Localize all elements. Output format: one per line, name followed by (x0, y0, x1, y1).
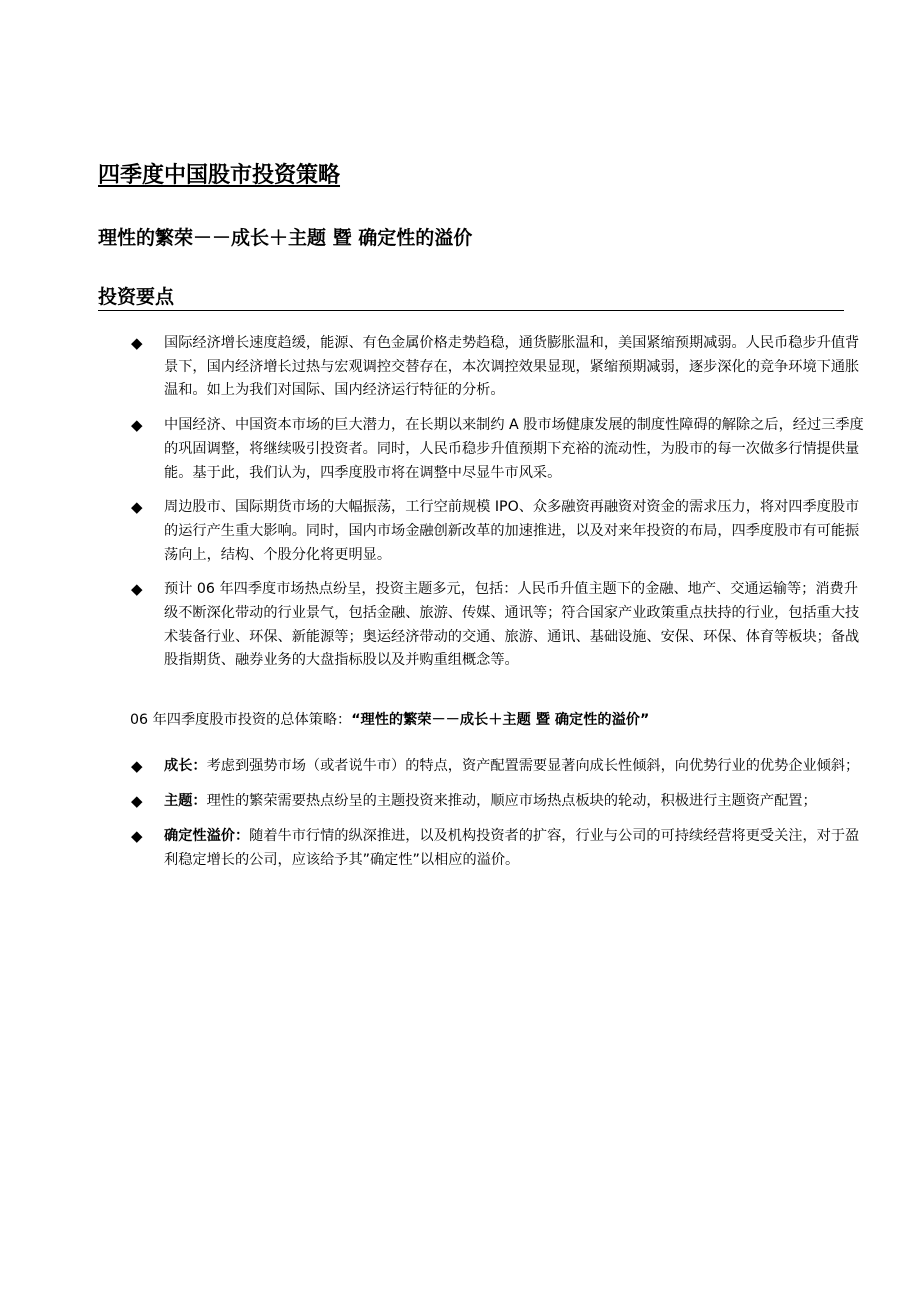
strategy-point-item (98, 755, 868, 779)
strategy-point-text: 理性的繁荣需要热点纷呈的主题投资来推动，顺应市场热点板块的轮动，积极进行主题资产配置； (206, 793, 817, 810)
key-points-list (98, 332, 868, 684)
strategy-point-label: 成长： (164, 758, 207, 774)
document-title: 四季度中国股市投资策略 (98, 163, 341, 188)
key-point-text: 周边股市、国际期货市场的大幅振荡，工行空前规模 IPO、众多融资再融资对资金的需求压力，将对四季度股市的运行产生重大影响。同时，国内市场金融创新改革的加速推进，以及对来年投资的布局，四季度股市有可能振荡向上，结构、个股分化将更明显。 (164, 499, 860, 563)
section-heading-key-points: 投资要点 (98, 284, 844, 311)
diamond-bullet-icon: ◆ (131, 757, 143, 775)
diamond-bullet-icon: ◆ (131, 580, 143, 599)
strategy-point-text: 考虑到强势市场（或者说牛市）的特点，资产配置需要显著向成长性倾斜，向优势行业的优势企业倾斜； (206, 758, 860, 774)
key-point-item (98, 414, 868, 485)
strategy-point-label: 确定性溢价： (164, 828, 250, 845)
diamond-bullet-icon: ◆ (131, 827, 143, 846)
key-point-text: 中国经济、中国资本市场的巨大潜力，在长期以来制约 A 股市场健康发展的制度性障碍的解除之后，经过三季度的巩固调整，将继续吸引投资者。同时，人民币稳步升值预期下充裕的流动性，为股市的每一次做多行情提供量能。基于此，我们认为，四季度股市将在调整中尽显牛市风采。 (164, 417, 864, 481)
strategy-point-text: 随着牛市行情的纵深推进，以及机构投资者的扩容，行业与公司的可持续经营将更受关注，对于盈利稳定增长的公司，应该给予其”确定性”以相应的溢价。 (164, 828, 860, 869)
diamond-bullet-icon: ◆ (131, 334, 143, 352)
diamond-bullet-icon: ◆ (131, 416, 143, 435)
strategy-point-item (98, 825, 868, 872)
strategy-summary (130, 709, 870, 732)
diamond-bullet-icon: ◆ (131, 792, 143, 811)
key-point-item (98, 332, 868, 403)
key-point-text: 国际经济增长速度趋缓，能源、有色金属价格走势趋稳，通货膨胀温和，美国紧缩预期减弱。人民币稳步升值背景下，国内经济增长过热与宏观调控交替存在，本次调控效果显现，紧缩预期减弱，逐步深化的竞争环境下通胀温和。如上为我们对国际、国内经济运行特征的分析。 (164, 335, 860, 399)
key-point-item (98, 496, 868, 567)
key-point-text: 预计 06 年四季度市场热点纷呈，投资主题多元，包括：人民币升值主题下的金融、地产、交通运输等；消费升级不断深化带动的行业景气，包括金融、旅游、传媒、通讯等；符合国家产业政策重点扶持的行业，包括重大技术装备行业、环保、新能源等；奥运经济带动的交通、旅游、通讯、基础设施、安保、环保、体育等板块；备战股指期货、融券业务的大盘指标股以及并购重组概念等。 (164, 581, 860, 669)
document-subtitle: 理性的繁荣－－成长＋主题 暨 确定性的溢价 (98, 227, 473, 249)
strategy-point-label: 主题： (164, 793, 207, 810)
key-point-item (98, 578, 868, 673)
strategy-points-list (98, 755, 868, 884)
diamond-bullet-icon: ◆ (131, 498, 143, 517)
strategy-quote: “理性的繁荣－－成长＋主题 暨 确定性的溢价” (351, 712, 650, 728)
strategy-intro: 06 年四季度股市投资的总体策略： (130, 712, 352, 728)
strategy-point-item (98, 790, 868, 814)
